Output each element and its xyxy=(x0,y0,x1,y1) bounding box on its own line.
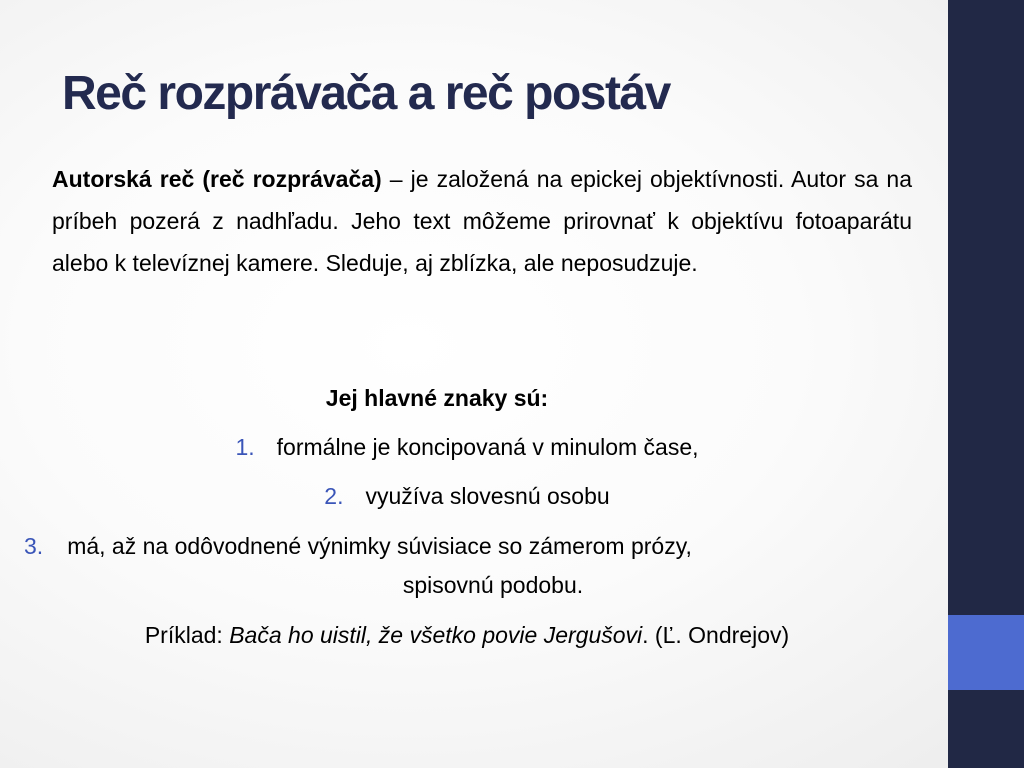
list-item-text: formálne je koncipovaná v minulom čase, xyxy=(276,434,699,460)
list-item xyxy=(0,477,934,515)
list-item xyxy=(0,428,934,466)
example-quote: Bača ho uistil, že všetko povie Jergušovi xyxy=(229,622,643,648)
paragraph-body: – je založená na epickej objektívnosti. Autor sa na príbeh pozerá z nadhľadu. Jeho text môžeme prirovnať k objektívu fotoaparátu alebo k televíznej kamere. Sleduje, aj zblízka, ale neposudzuje. xyxy=(52,166,912,276)
author-speech-paragraph xyxy=(52,158,912,284)
example-line xyxy=(0,616,934,654)
example-label: Príklad: xyxy=(144,622,230,648)
slide-title: Reč rozprávača a reč postáv xyxy=(62,67,670,120)
decorative-sidebar-accent xyxy=(948,615,1024,690)
list-item-number: 3. xyxy=(24,533,44,559)
list-heading: Jej hlavné znaky sú: xyxy=(325,385,549,411)
example-source: . (Ľ. Ondrejov) xyxy=(642,622,790,648)
list-item-number: 2. xyxy=(324,483,344,509)
list-item-text: má, až na odôvodnené výnimky súvisiace so zámerom prózy, xyxy=(67,533,692,559)
list-item xyxy=(24,527,924,565)
term-author-speech: Autorská reč (reč rozprávača) xyxy=(52,166,382,192)
list-item-continuation: spisovnú podobu. xyxy=(402,572,584,598)
list-item-text: využíva slovesnú osobu xyxy=(365,483,610,509)
list-item-number: 1. xyxy=(235,434,255,460)
